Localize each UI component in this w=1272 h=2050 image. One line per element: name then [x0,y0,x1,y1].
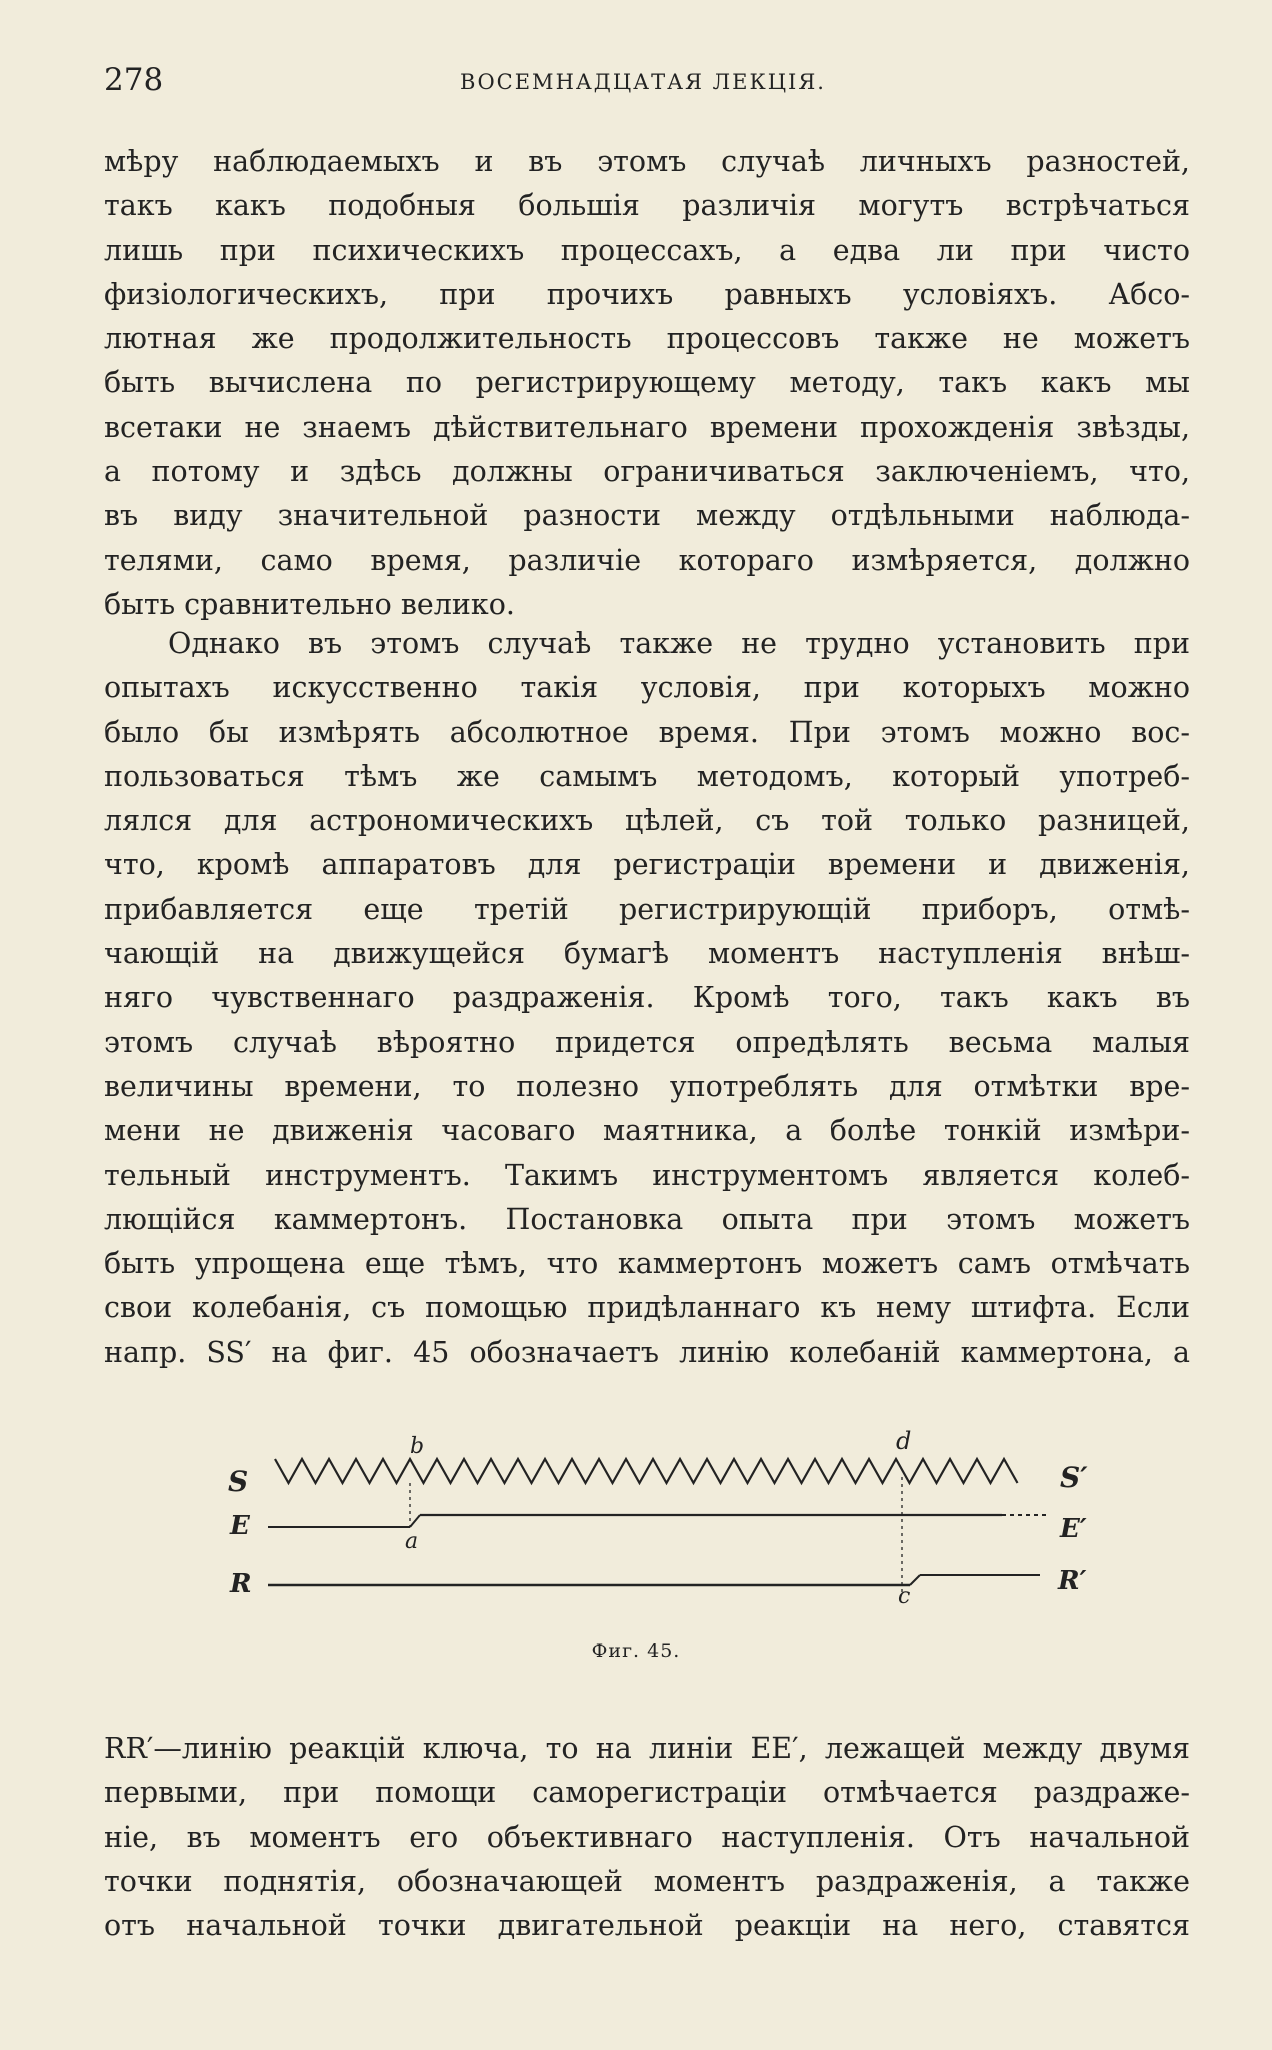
text-line: что, кромѣ аппаратовъ для регистраціи времени и движенія, [104,848,1190,882]
label-b: b [410,1434,425,1459]
label-E: E [230,1511,250,1541]
text-line: быть сравнительно велико. [104,587,515,621]
text-line: точки поднятія, обозначающей моментъ раздраженія, а также [104,1864,1190,1898]
text-line: мени не движенія часоваго маятника, а болѣе тонкій измѣри- [104,1114,1190,1148]
text-line: въ виду значительной разности между отдѣльными наблюда- [104,499,1190,533]
page-header [104,62,1182,102]
paragraph-3 [104,1727,1190,1948]
label-R: R [230,1569,252,1599]
figure-45-diagram [220,1425,1120,1625]
text-line: лишь при психическихъ процессахъ, а едва ли при чисто [104,233,1190,267]
text-line: величины времени, то полезно употреблять для отмѣтки вре- [104,1069,1190,1103]
text-line: RR′—линію реакцій ключа, то на линіи EE′, лежащей между двумя [104,1732,1190,1765]
label-d: d [896,1427,912,1455]
tuning-fork-line-SS [275,1459,1018,1483]
text-line: телями, само время, различіе котораго измѣряется, должно [104,543,1190,577]
text-line: быть вычислена по регистрирующему методу, такъ какъ мы [104,366,1190,400]
page-number: 278 [104,62,164,98]
text-line: было бы измѣрять абсолютное время. При этомъ можно вос- [104,715,1190,749]
text-line: напр. SS′ на фиг. 45 обозначаетъ линію колебаній каммертона, а [104,1335,1190,1369]
running-title: ВОСЕМНАДЦАТАЯ ЛЕКЦІЯ. [460,70,826,94]
text-line: свои колебанія, съ помощью придѣланнаго къ нему штифта. Если [104,1291,1190,1325]
figure-caption: Фиг. 45. [591,1640,681,1662]
label-E-prime: E′ [1060,1514,1087,1544]
text-line: чающій на движущейся бумагѣ моментъ наступленія внѣш- [104,937,1190,971]
label-c: c [898,1584,911,1609]
text-line: няго чувственнаго раздраженія. Кромѣ того, такъ какъ въ [104,981,1190,1015]
text-line: всетаки не знаемъ дѣйствительнаго времени прохожденія звѣзды, [104,410,1190,444]
text-line: этомъ случаѣ вѣроятно придется опредѣлять весьма малыя [104,1025,1190,1059]
text-line: физіологическихъ, при прочихъ равныхъ условіяхъ. Абсо- [104,277,1190,311]
text-line: опытахъ искусственно такія условія, при которыхъ можно [104,671,1190,705]
stimulus-rise [410,1515,420,1527]
text-line: прибавляется еще третій регистрирующій приборъ, отмѣ- [104,892,1190,926]
text-line: а потому и здѣсь должны ограничиваться заключеніемъ, что, [104,455,1190,489]
text-line: отъ начальной точки двигательной реакціи на него, ставятся [104,1909,1190,1943]
label-a: a [405,1529,419,1554]
text-line: лютная же продолжительность процессовъ также не можетъ [104,322,1190,356]
label-S: S [228,1465,249,1498]
text-line: такъ какъ подобныя большія различія могутъ встрѣчаться [104,189,1190,223]
text-line: быть упрощена еще тѣмъ, что каммертонъ можетъ самъ отмѣчать [104,1247,1190,1281]
text-line: тельный инструментъ. Такимъ инструментомъ является колеб- [104,1158,1190,1192]
reaction-rise [910,1575,920,1585]
label-S-prime: S′ [1060,1461,1088,1494]
text-line: лялся для астрономическихъ цѣлей, съ той только разницей, [104,804,1190,838]
label-R-prime: R′ [1058,1566,1087,1596]
text-line: первыми, при помощи саморегистраціи отмѣчается раздраже- [104,1776,1190,1810]
text-line: ніе, въ моментъ его объективнаго наступленія. Отъ начальной [104,1820,1190,1854]
paragraph-1 [104,140,1190,627]
text-line: мѣру наблюдаемыхъ и въ этомъ случаѣ личныхъ разностей, [104,145,1190,178]
paragraph-2 [104,622,1190,1375]
text-line: лющійся каммертонъ. Постановка опыта при этомъ можетъ [104,1202,1190,1236]
text-line: Однако въ этомъ случаѣ также не трудно установить при [168,627,1190,660]
text-line: пользоваться тѣмъ же самымъ методомъ, который употреб- [104,759,1190,793]
